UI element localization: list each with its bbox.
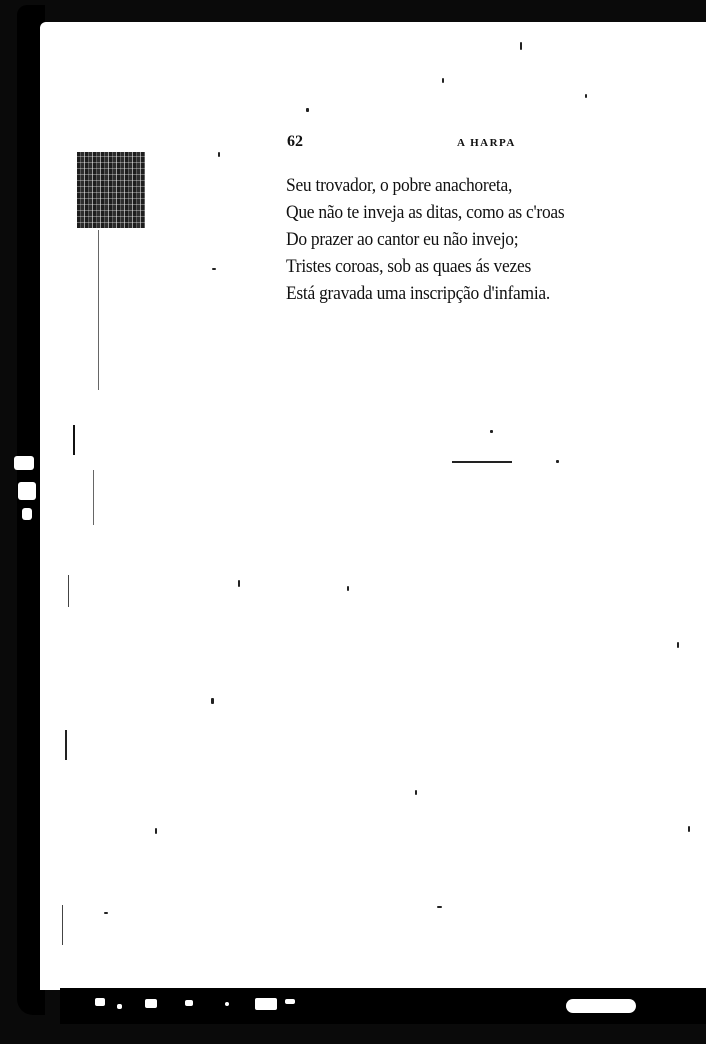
- dust-speck: [442, 78, 444, 83]
- poem-stanza: [286, 172, 646, 307]
- section-divider: [452, 461, 512, 463]
- left-edge-specks: [10, 452, 40, 532]
- dust-speck: [155, 828, 157, 834]
- page-header: [287, 133, 537, 155]
- dust-speck: [104, 912, 108, 914]
- bleed-through-artifact: [77, 152, 145, 228]
- dust-speck: [415, 790, 417, 795]
- dust-speck: [437, 906, 442, 908]
- page-number: 62: [287, 133, 303, 150]
- poem-line: Está gravada uma inscripção d'infamia.: [286, 283, 550, 304]
- poem-line: Do prazer ao cantor eu não invejo;: [286, 229, 519, 250]
- dust-speck: [212, 268, 216, 270]
- running-head: A HARPA: [457, 137, 516, 149]
- dust-speck: [211, 698, 214, 704]
- poem-line: Tristes coroas, sob as quaes ás vezes: [286, 256, 531, 277]
- dust-speck: [520, 42, 522, 50]
- margin-line: [73, 425, 75, 455]
- margin-line: [68, 575, 69, 607]
- dust-speck: [490, 430, 493, 433]
- margin-line: [62, 905, 63, 945]
- dust-speck: [218, 152, 220, 157]
- dust-speck: [556, 460, 559, 463]
- margin-line: [93, 470, 94, 525]
- dust-speck: [347, 586, 349, 591]
- dust-speck: [677, 642, 679, 648]
- dust-speck: [238, 580, 240, 587]
- dust-speck: [306, 108, 309, 112]
- poem-line: Seu trovador, o pobre anachoreta,: [286, 175, 513, 196]
- dust-speck: [585, 94, 587, 98]
- dust-speck: [688, 826, 690, 832]
- bottom-edge-specks: [95, 996, 325, 1014]
- poem-line: Que não te inveja as ditas, como as c'roas: [286, 202, 565, 223]
- bottom-highlight-mark: [566, 999, 636, 1013]
- margin-line: [65, 730, 67, 760]
- margin-line: [98, 230, 99, 390]
